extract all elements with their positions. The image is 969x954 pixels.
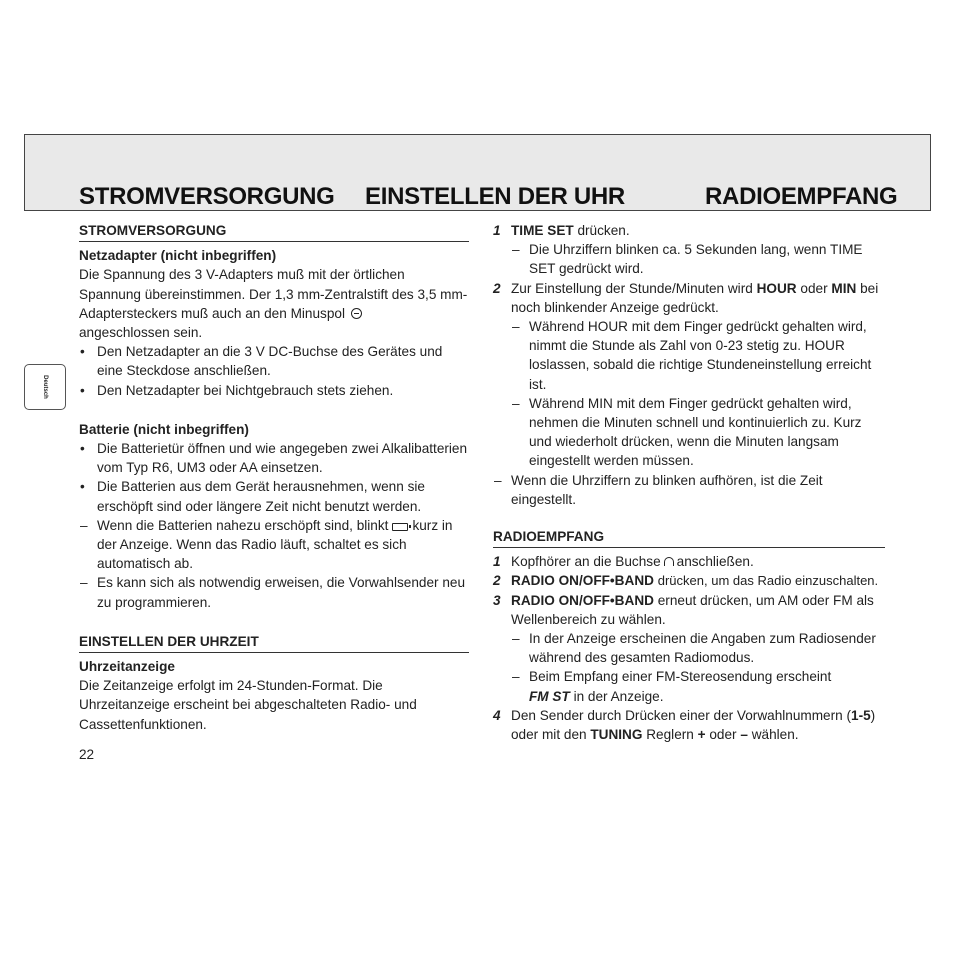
list-item: • Den Netzadapter bei Nichtgebrauch stets ziehen. [79, 381, 469, 400]
minus-pole-icon [351, 308, 362, 319]
bullet-marker: • [80, 441, 85, 457]
dash-marker: – [80, 575, 88, 591]
heading-clock-setting: EINSTELLEN DER UHRZEIT [79, 632, 469, 653]
bullet-marker: • [80, 382, 85, 398]
heading-battery: Batterie (nicht inbegriffen) [79, 421, 249, 437]
step-1: 1 TIME SET drücken. [493, 221, 885, 240]
step-number: 3 [493, 592, 501, 608]
list-item: • Die Batterien aus dem Gerät herausnehmen, wenn sie erschöpft sind oder längere Zeit nicht benutzt werden. [80, 479, 425, 514]
left-column [79, 221, 469, 734]
bullet-marker: • [80, 479, 85, 495]
list-item: • Die Batterietür öffnen und wie angegeben zwei Alkalibatterien vom Typ R6, UM3 oder AA einsetzen. [80, 441, 468, 476]
section-title-clock: EINSTELLEN DER UHR [365, 183, 625, 210]
heading-power-supply: STROMVERSORGUNG [79, 221, 469, 242]
adapter-paragraph: Die Spannung des 3 V-Adapters muß mit der örtlichen Spannung übereinstimmen. Der 1,3 mm-Zentralstift des 3,5 mm-Adaptersteckers muß auch an den Minuspol angeschlossen sein. [79, 267, 468, 341]
dash-marker: – [512, 669, 520, 685]
step-number: 4 [493, 707, 501, 723]
list-item: – Es kann sich als notwendig erweisen, die Vorwahlsender neu zu programmieren. [80, 575, 466, 610]
dash-marker: – [80, 517, 88, 533]
list-item: – In der Anzeige erscheinen die Angaben zum Radiosender während des gesamten Radiomodus. [512, 631, 876, 666]
step-2: 2 Zur Einstellung der Stunde/Minuten wird HOUR oder MIN bei noch blinkender Anzeige gedrückt. [493, 280, 879, 315]
language-tab-label: Deutsch [42, 375, 48, 399]
battery-icon [392, 523, 408, 531]
list-item: • Den Netzadapter an die 3 V DC-Buchse des Gerätes und eine Steckdose anschließen. [80, 344, 443, 379]
radio-step-3: 3 RADIO ON/OFF•BAND erneut drücken, um AM oder FM als Wellenbereich zu wählen. [493, 592, 874, 627]
list-item: – Wenn die Uhrziffern zu blinken aufhören, ist die Zeit eingestellt. [494, 472, 823, 507]
right-column [493, 221, 885, 744]
dash-marker: – [512, 631, 520, 647]
page-number: 22 [79, 747, 95, 762]
step-number: 1 [493, 554, 501, 570]
step-number: 2 [493, 573, 501, 589]
section-title-power: STROMVERSORGUNG [79, 183, 335, 210]
list-item: – Während HOUR mit dem Finger gedrückt gehalten wird, nimmt die Stunde als Zahl von 0-23 stetig zu. HOUR loslassen, sobald die richtige Stundeneinstellung erreicht ist. [512, 319, 872, 392]
time-display-paragraph: Die Zeitanzeige erfolgt im 24-Stunden-Format. Die Uhrzeitanzeige erscheint bei abgeschalteten Radio- und Cassettenfunktionen. [79, 678, 417, 732]
headphones-icon [664, 557, 674, 566]
dash-marker: – [512, 395, 520, 411]
dash-marker: – [512, 242, 520, 258]
list-item: – Die Uhrziffern blinken ca. 5 Sekunden lang, wenn TIME SET gedrückt wird. [512, 242, 863, 277]
radio-step-4: 4 Den Sender durch Drücken einer der Vorwahlnummern (1-5) oder mit den TUNING Reglern + oder – wählen. [493, 707, 876, 743]
list-item: – Beim Empfang einer FM-Stereosendung erscheint FM ST in der Anzeige. [512, 669, 832, 704]
heading-radio-reception: RADIOEMPFANG [493, 527, 885, 548]
list-item: – Wenn die Batterien nahezu erschöpft sind, blinkt kurz in der Anzeige. Wenn das Radio läuft, schaltet es sich automatisch ab. [80, 517, 453, 572]
step-number: 2 [493, 280, 501, 296]
dash-marker: – [512, 319, 520, 335]
heading-adapter: Netzadapter (nicht inbegriffen) [79, 248, 277, 264]
language-tab [24, 364, 66, 410]
radio-step-1: 1 Kopfhörer an die Buchse anschließen. [493, 552, 885, 571]
section-title-radio: RADIOEMPFANG [705, 183, 898, 210]
radio-step-2: 2 RADIO ON/OFF•BAND drücken, um das Radio einzuschalten. [493, 571, 885, 590]
bullet-marker: • [80, 344, 85, 360]
list-item: – Während MIN mit dem Finger gedrückt gehalten wird, nehmen die Minuten schnell und kontinuierlich zu. Kurz und wiederholt drücken, wenn die Minuten langsam eingestellt werden müssen. [512, 395, 862, 469]
heading-time-display: Uhrzeitanzeige [79, 659, 175, 675]
fm-st-indicator: FM ST [529, 688, 570, 704]
dash-marker: – [494, 472, 502, 488]
step-number: 1 [493, 223, 501, 238]
